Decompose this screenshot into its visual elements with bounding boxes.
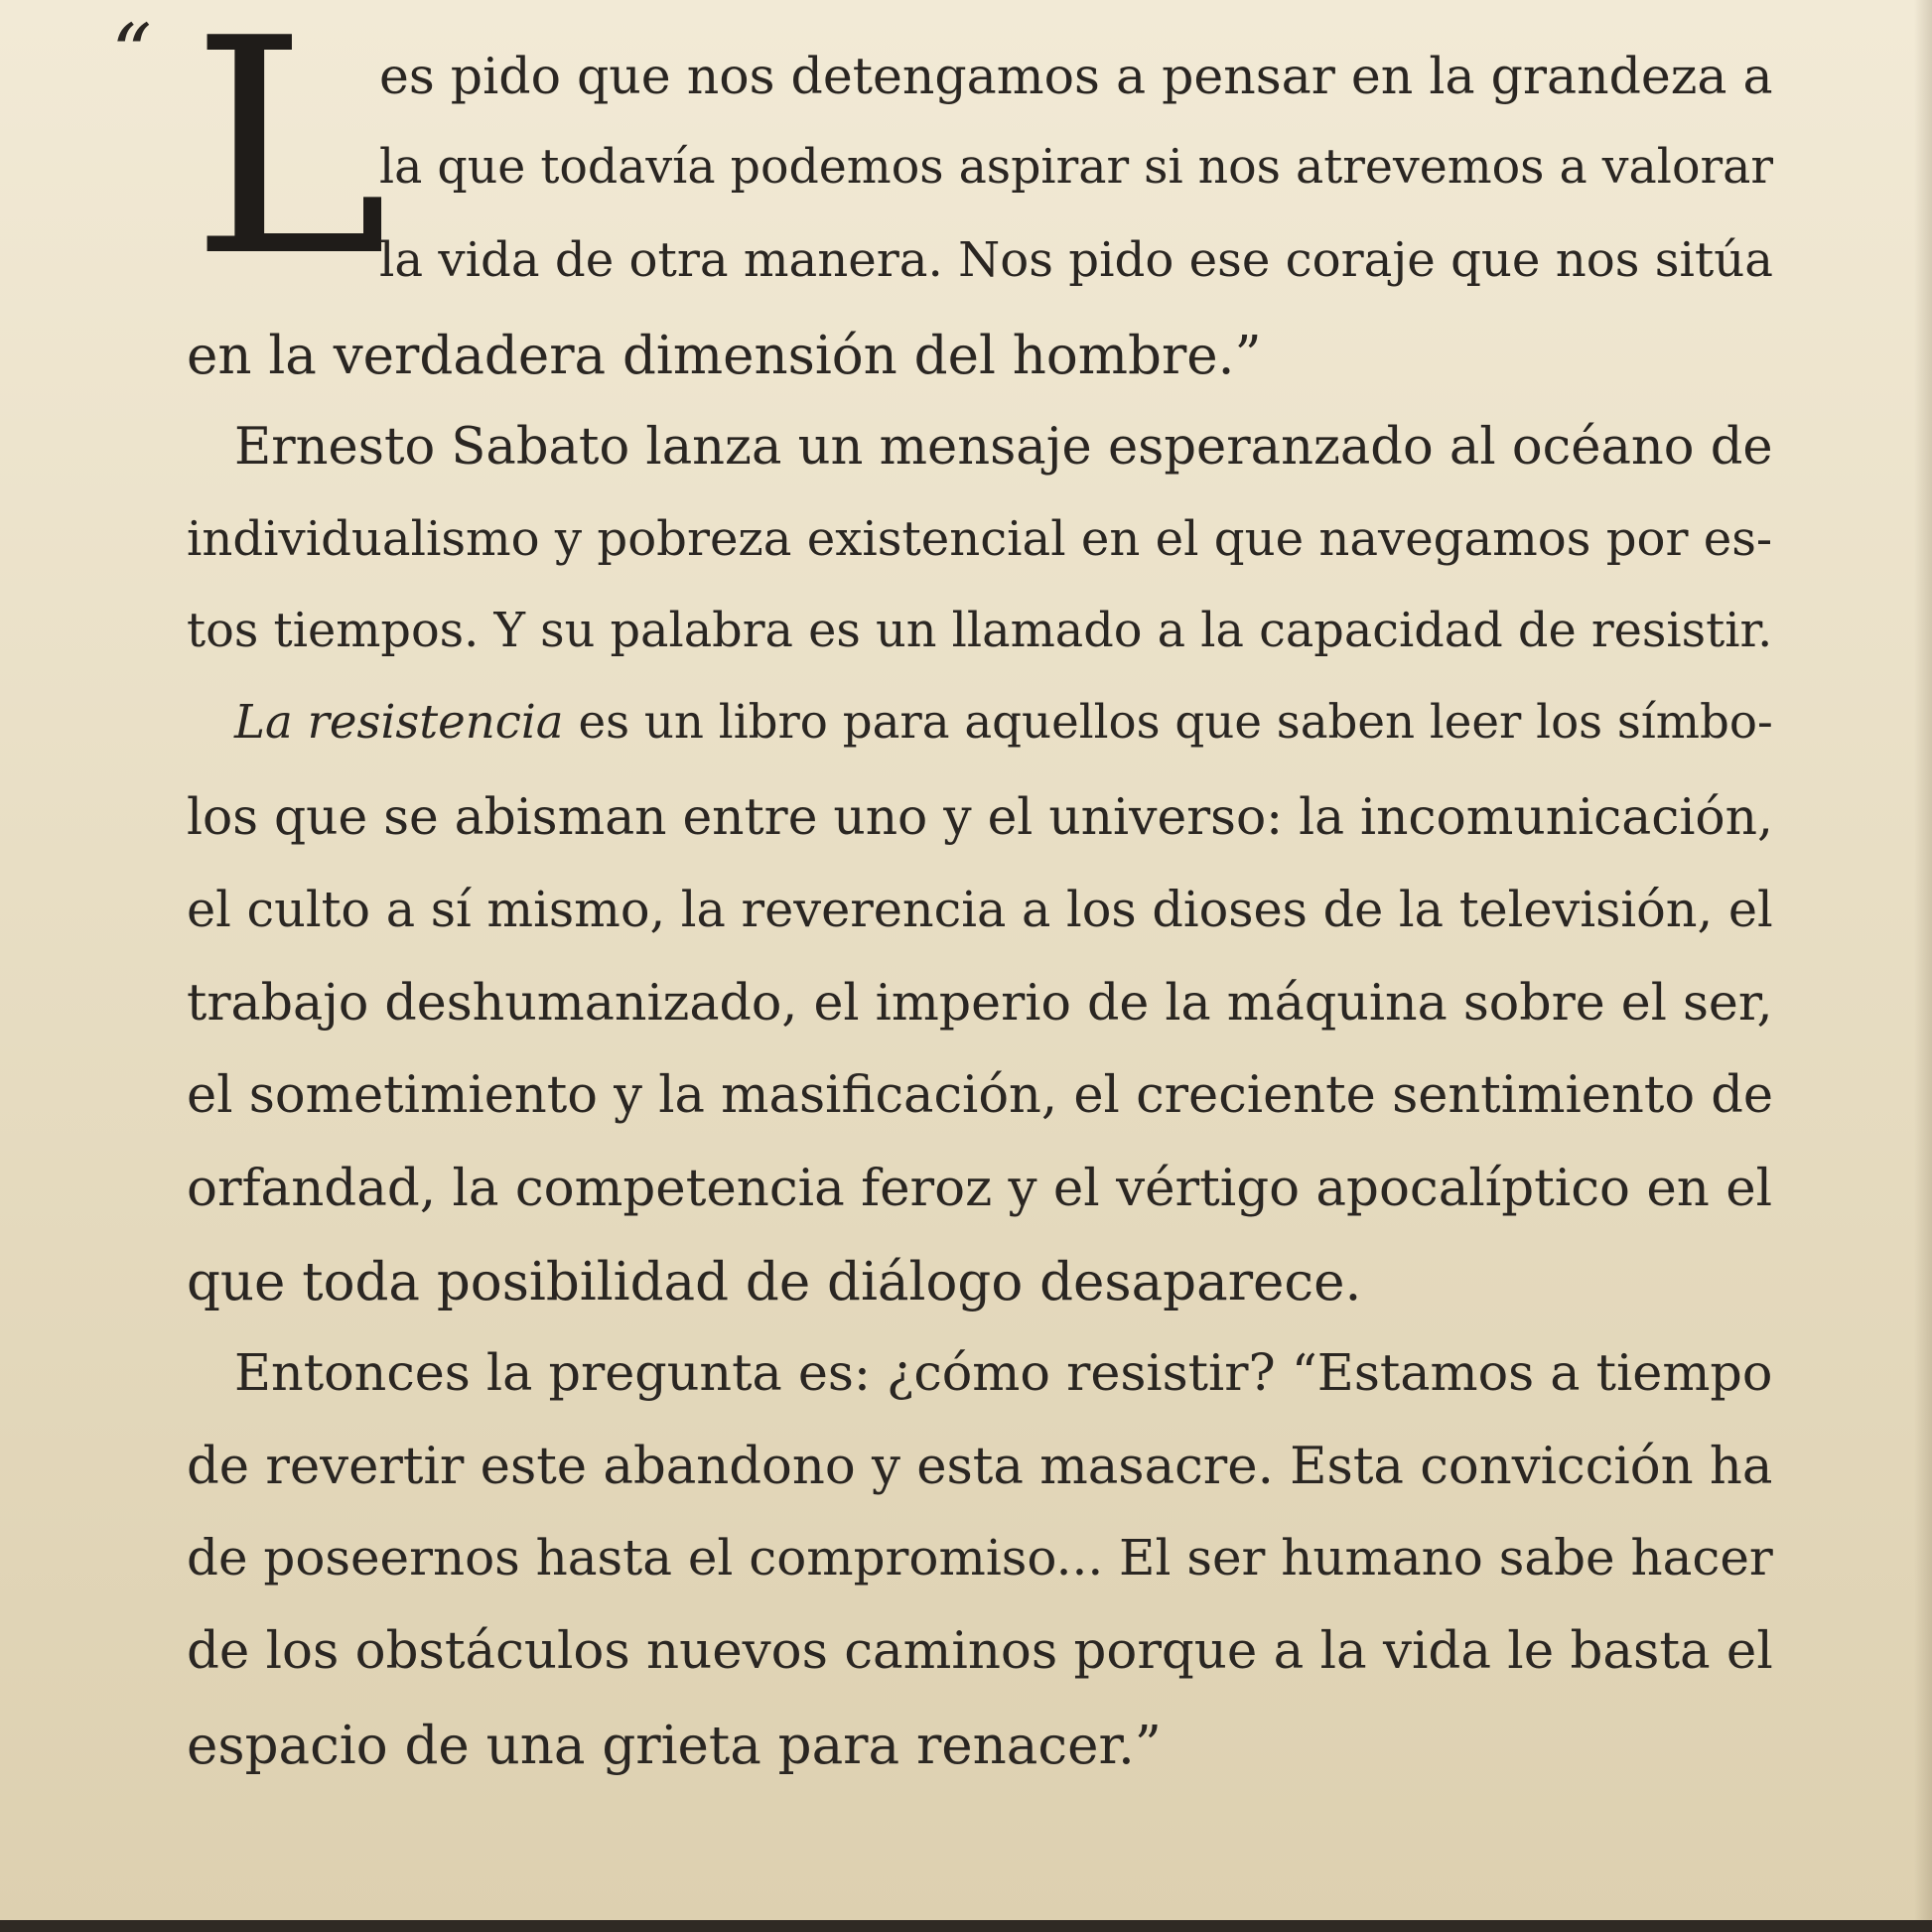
text-line: en la verdadera dimensión del hombre.” <box>187 326 1262 386</box>
text-line: la que todavía podemos aspirar si nos atrevemos a valorar <box>379 140 1773 195</box>
text-line: el culto a sí mismo, la reverencia a los dioses de la televisión, el <box>187 881 1773 938</box>
opening-quote-mark: “ <box>111 7 152 99</box>
text-line: orfandad, la competencia feroz y el vértigo apocalíptico en el <box>187 1159 1773 1218</box>
text-line: que toda posibilidad de diálogo desaparece. <box>187 1252 1362 1312</box>
text-line: Entonces la pregunta es: ¿cómo resistir? “Estamos a tiempo <box>234 1343 1773 1402</box>
text-line: tos tiempos. Y su palabra es un llamado a la capacidad de resistir. <box>187 604 1773 658</box>
text-line: de poseernos hasta el compromiso... El ser humano sabe hacer <box>187 1529 1773 1587</box>
text-line: la vida de otra manera. Nos pido ese coraje que nos sitúa <box>379 232 1773 288</box>
text-line: los que se abisman entre uno y el universo: la incomunicación, <box>187 787 1773 846</box>
text-line: es pido que nos detengamos a pensar en la grandeza a <box>379 47 1773 105</box>
text-line: trabajo deshumanizado, el imperio de la máquina sobre el ser, <box>187 973 1773 1032</box>
text-line-with-title <box>234 696 1773 750</box>
text-line: espacio de una grieta para renacer.” <box>187 1716 1162 1776</box>
text-line: de los obstáculos nuevos caminos porque a la vida le basta el <box>187 1621 1773 1681</box>
text-line: Ernesto Sabato lanza un mensaje esperanzado al océano de <box>234 418 1773 477</box>
text-line: individualismo y pobreza existencial en el que navegamos por es- <box>187 511 1773 567</box>
drop-cap-letter: L <box>191 0 389 322</box>
text-fragment: es un libro para aquellos que saben leer los símbo- <box>563 696 1773 750</box>
book-title: La resistencia <box>234 696 564 750</box>
text-line: el sometimiento y la masificación, el creciente sentimiento de <box>187 1066 1774 1125</box>
text-line: de revertir este abandono y esta masacre. Esta convicción ha <box>187 1437 1773 1496</box>
page-bottom-edge <box>0 1920 1932 1932</box>
page-edge-shadow <box>1914 0 1932 1932</box>
